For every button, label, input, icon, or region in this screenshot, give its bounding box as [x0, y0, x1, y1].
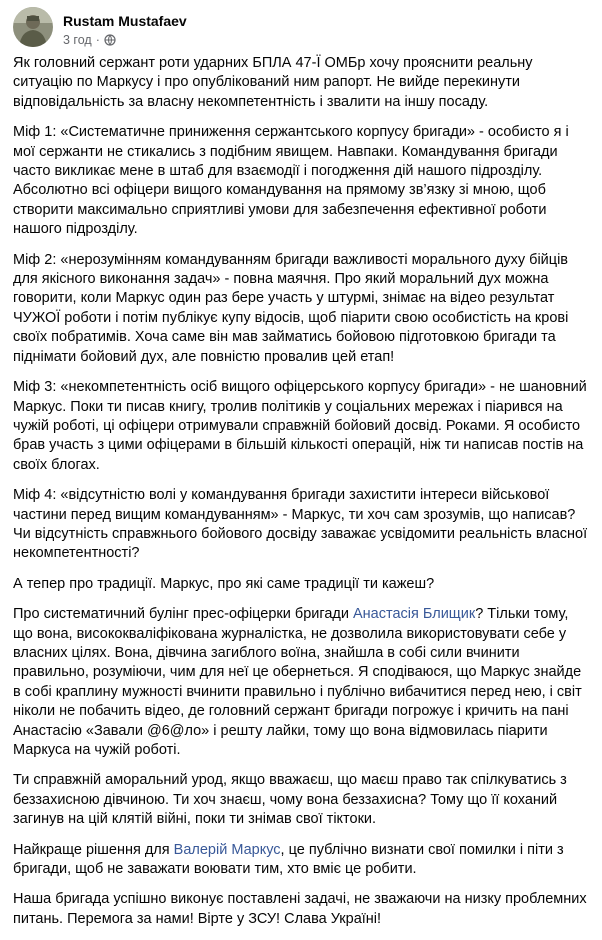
paragraph-text: , це публічно визнати свої помилки і піти з бригади, щоб не заважати воювати тим, хто вміє це робити. [13, 841, 564, 878]
paragraph-text: Ти справжній аморальний урод, якщо вважаєш, що маєш право так спілкуватись з беззахисною дівчиною. Ти хоч знаєш, чому вона беззахисна? Тому що її коханий загинув на цій клятій війні, поки ти знімав свої тіктоки. [13, 772, 567, 828]
post-paragraph [13, 841, 591, 880]
post-paragraph [13, 771, 591, 829]
paragraph-text: Найкраще рішення для [13, 841, 174, 858]
post-paragraph [13, 575, 591, 594]
post-body [13, 54, 591, 940]
paragraph-text: Міф 4: «відсутністю волі у командування бригади захистити інтереси військової частини перед вищим командуванням» - Маркус, ти хоч сам зрозумів, що написав? Чи відсутність справжнього бойового досвіду заважає усвідомити реальність власної некомпетентності? [13, 487, 588, 562]
paragraph-text: Наша бригада успішно виконує поставлені задачі, не зважаючи на низку проблемних питань. Перемога за нами! Вірте у ЗСУ! Слава Україні! [13, 891, 587, 927]
meta-separator: · [95, 33, 100, 47]
paragraph-text: Міф 3: «некомпетентність осіб вищого офіцерського корпусу бригади» - не шановний Маркус. Поки ти писав книгу, тролив політиків у соціальних мережах і піарився на чужій роботі, ці офіцери отримували справжній бойовий досвід. Роками. Я особисто брав участь з цими офіцерами в більшій кількості операцій, ніж ти написав постів на своїх блогах. [13, 379, 587, 473]
globe-icon [104, 34, 116, 46]
paragraph-text: Міф 1: «Систематичне приниження сержантського корпусу бригади» - особисто я і мої сержанти не стикались з подібним явищем. Навпаки. Командування бригади часто викликає мене в штаб для взаємодії і погодження дій нашого підрозділу. Абсолютно всі офіцери вищого командування на прямому зв’язку зі мною, щоб створити максимально сприятливі умови для забезпечення ефективної роботи нашого підрозділу. [13, 124, 569, 238]
post-time[interactable]: 3 год [63, 33, 92, 47]
mention-link[interactable]: Валерій Маркус [173, 841, 281, 858]
post-header [13, 7, 593, 49]
paragraph-text: Про систематичний булінг прес-офіцерки бригади [13, 606, 353, 623]
post-paragraph [13, 605, 591, 760]
mention-link[interactable]: Анастасія Блищик [353, 606, 476, 623]
post-paragraph [13, 486, 591, 564]
paragraph-text: Як головний сержант роти ударних БПЛА 47-Ї ОМБр хочу прояснити реальну ситуацію по Маркусу і про опублікований ним рапорт. Не вийде перекинути відповідальність за власну некомпетентність і звалити на іншу посаду. [13, 55, 533, 110]
post-paragraph [13, 123, 591, 239]
post-paragraph [13, 378, 591, 475]
paragraph-text: ? Тільки тому, що вона, висококваліфікована журналістка, не дозволила використовувати себе у власних цілях. Вона, дівчина загиблого воїна, знайшла в собі сили вчинити правильно, розуміючи, чим для неї це обернеться. Я сподіваюся, що Маркус знайде в собі краплину мужності вчинити правильно і публічно вибачитися перед нею, і світ ніколи не побачить відео, де головний сержант бригади погрожує і кричить на пані Анастасію «Завали @6@ло» і решту лайки, тому що вона відмовилась піарити Маркуса на чужій роботі. [13, 606, 582, 758]
post-paragraph [13, 251, 591, 367]
paragraph-text: А тепер про традиції. Маркус, про які саме традиції ти кажеш? [13, 575, 435, 592]
post-meta [63, 33, 116, 47]
author-name[interactable]: Rustam Mustafaev [63, 13, 187, 29]
avatar[interactable] [13, 7, 53, 47]
post-paragraph [13, 54, 591, 112]
post-paragraph [13, 890, 591, 929]
paragraph-text: Міф 2: «нерозумінням командуванням бригади важливості морального духу бійців для якісного виконання задач» - повна маячня. Про який моральний дух можна говорити, коли Маркус один раз бере участь у штурмі, знімає на відео результат ЧУЖОЇ роботи і потім публікує купу відосів, щоб піарити свою особистість на крові своїх побратимів. Хоча саме він мав займатись бойовою підготовкою бригади та піднімати бойовий дух, але повністю провалив цей етап! [13, 251, 569, 365]
